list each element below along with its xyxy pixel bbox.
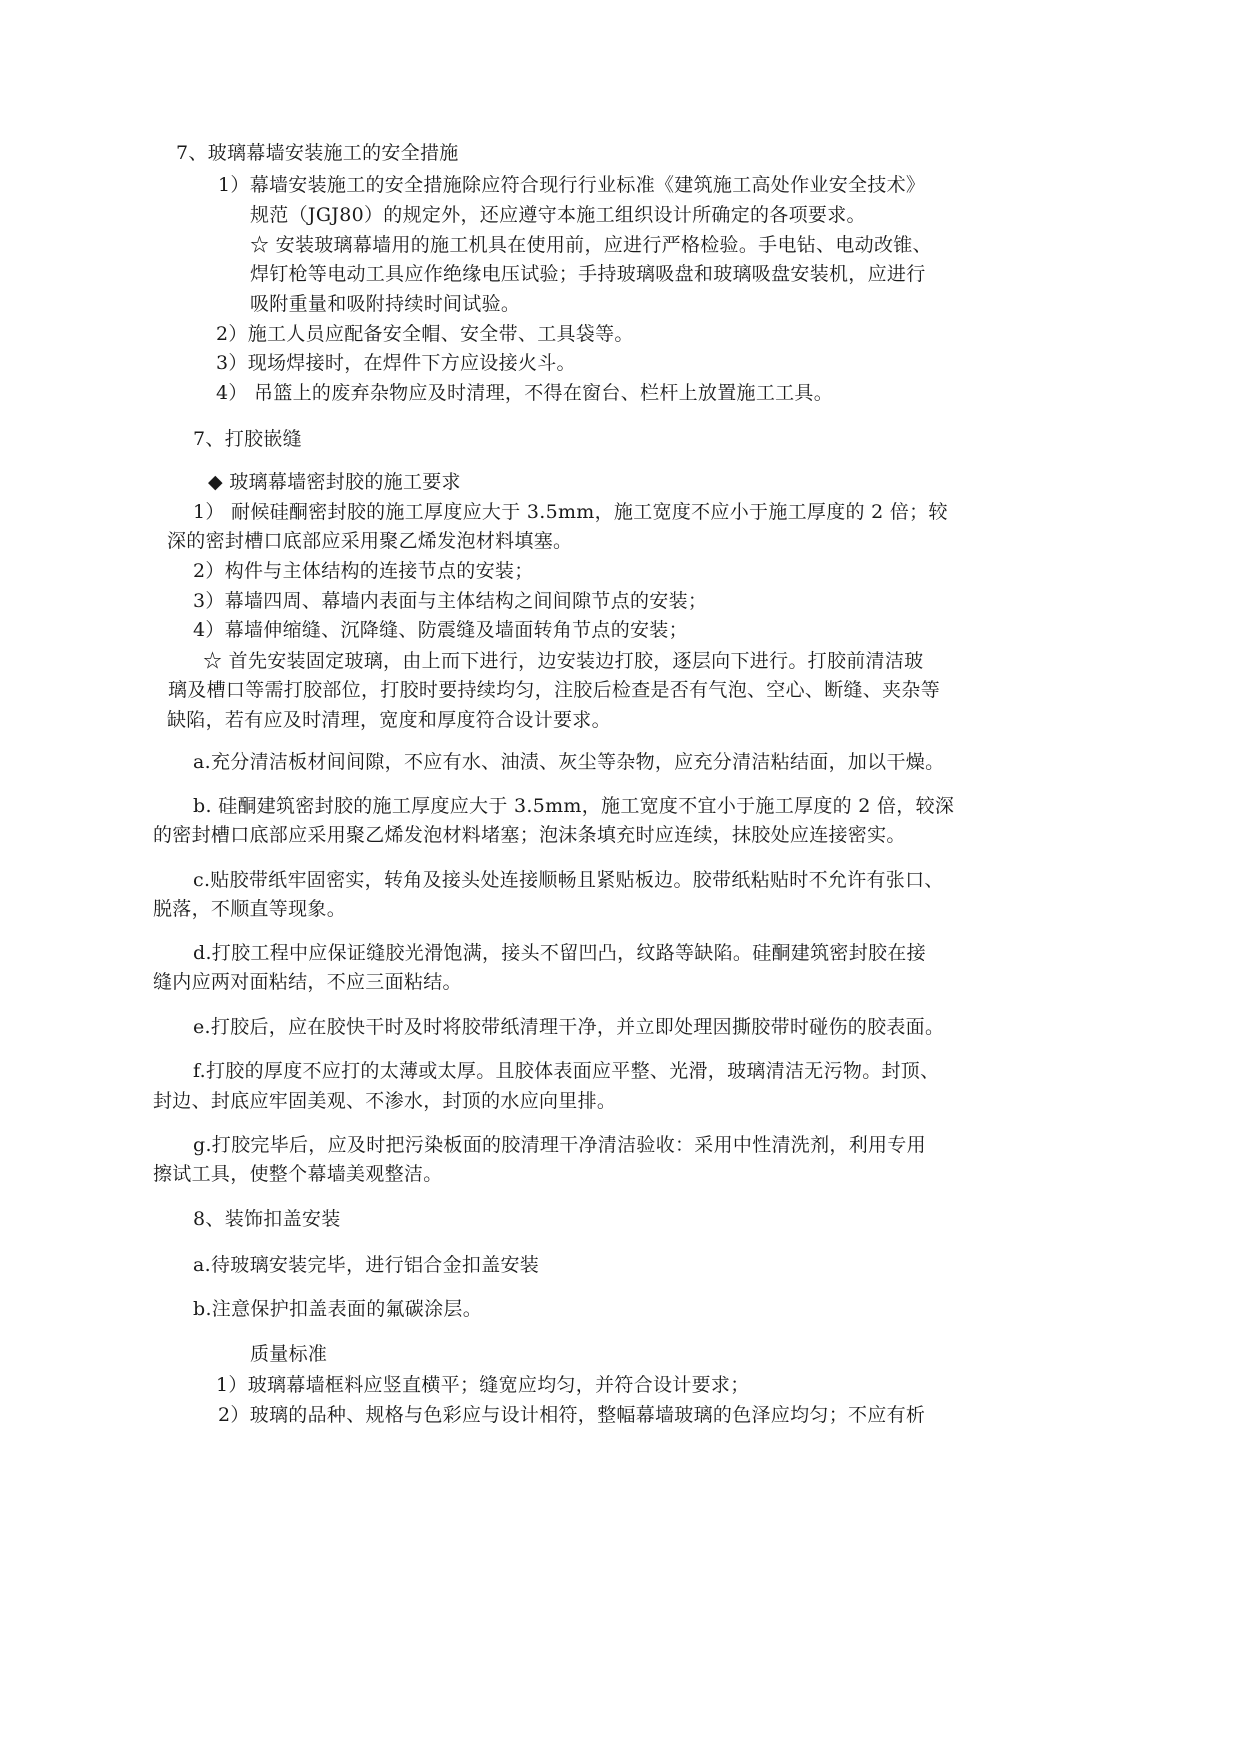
paragraph-c-line-1: c.贴胶带纸牢固密实，转角及接头处连接顺畅且紧贴板边。胶带纸粘贴时不允许有张口、 — [193, 869, 944, 891]
safety-star-line-2: 焊钉枪等电动工具应作绝缘电压试验；手持玻璃吸盘和玻璃吸盘安装机，应进行 — [250, 263, 926, 285]
section-7-title: 7、玻璃幕墙安装施工的安全措施 — [176, 142, 459, 164]
sealant-item-3: 3）幕墙四周、幕墙内表面与主体结构之间间隙节点的安装； — [193, 590, 708, 612]
sealant-star-line-2: 璃及槽口等需打胶部位，打胶时要持续均匀，注胶后检查是否有气泡、空心、断缝、夹杂等 — [168, 679, 941, 701]
safety-item-1-line-1: 1）幕墙安装施工的安全措施除应符合现行行业标准《建筑施工高处作业安全技术》 — [218, 174, 926, 196]
quality-item-1: 1）玻璃幕墙框料应竖直横平；缝宽应均匀，并符合设计要求； — [216, 1374, 750, 1396]
paragraph-d-line-2: 缝内应两对面粘结，不应三面粘结。 — [153, 971, 462, 993]
paragraph-a: a.充分清洁板材间间隙，不应有水、油渍、灰尘等杂物，应充分清洁粘结面，加以干燥。 — [193, 751, 945, 773]
sealant-item-1-line-1: 1） 耐候硅酮密封胶的施工厚度应大于 3.5mm，施工宽度不应小于施工厚度的 2 倍；较 — [193, 501, 948, 523]
paragraph-g-line-1: g.打胶完毕后，应及时把污染板面的胶清理干净清洁验收：采用中性清洗剂，利用专用 — [193, 1134, 926, 1156]
sealant-heading: ◆ 玻璃幕墙密封胶的施工要求 — [208, 471, 461, 493]
section-8-item-b: b.注意保护扣盖表面的氟碳涂层。 — [193, 1298, 483, 1320]
quality-title: 质量标准 — [250, 1343, 328, 1365]
safety-item-4: 4） 吊篮上的废弃杂物应及时清理，不得在窗台、栏杆上放置施工工具。 — [216, 382, 834, 404]
paragraph-b-line-1: b. 硅酮建筑密封胶的施工厚度应大于 3.5mm，施工宽度不宜小于施工厚度的 2 倍，较深 — [193, 795, 955, 817]
safety-star-line-1: ☆ 安装玻璃幕墙用的施工机具在使用前，应进行严格检验。手电钻、电动改锥、 — [250, 234, 932, 256]
paragraph-b-line-2: 的密封槽口底部应采用聚乙烯发泡材料堵塞；泡沫条填充时应连续，抹胶处应连接密实。 — [153, 824, 906, 846]
paragraph-f-line-2: 封边、封底应牢固美观、不渗水，封顶的水应向里排。 — [153, 1090, 617, 1112]
safety-item-3: 3）现场焊接时，在焊件下方应设接火斗。 — [216, 352, 576, 374]
sealant-item-4: 4）幕墙伸缩缝、沉降缝、防震缝及墙面转角节点的安装； — [193, 619, 688, 641]
sealant-item-1-line-2: 深的密封槽口底部应采用聚乙烯发泡材料填塞。 — [167, 530, 573, 552]
sealant-star-line-3: 缺陷，若有应及时清理，宽度和厚度符合设计要求。 — [167, 709, 611, 731]
paragraph-e: e.打胶后，应在胶快干时及时将胶带纸清理干净，并立即处理因撕胶带时碰伤的胶表面。 — [193, 1016, 945, 1038]
paragraph-f-line-1: f.打胶的厚度不应打的太薄或太厚。且胶体表面应平整、光滑，玻璃清洁无污物。封顶、 — [193, 1060, 940, 1082]
section-8-title: 8、装饰扣盖安装 — [193, 1208, 341, 1230]
section-7b-title: 7、打胶嵌缝 — [193, 428, 302, 450]
sealant-star-line-1: ☆ 首先安装固定玻璃，由上而下进行，边安装边打胶，逐层向下进行。打胶前清洁玻 — [203, 650, 924, 672]
safety-item-1-line-2: 规范（JGJ80）的规定外，还应遵守本施工组织设计所确定的各项要求。 — [250, 204, 866, 226]
sealant-item-2: 2）构件与主体结构的连接节点的安装； — [193, 560, 534, 582]
safety-item-2: 2）施工人员应配备安全帽、安全带、工具袋等。 — [216, 323, 634, 345]
safety-star-line-3: 吸附重量和吸附持续时间试验。 — [250, 293, 521, 315]
paragraph-g-line-2: 擦试工具，使整个幕墙美观整洁。 — [153, 1163, 443, 1185]
paragraph-d-line-1: d.打胶工程中应保证缝胶光滑饱满，接头不留凹凸，纹路等缺陷。硅酮建筑密封胶在接 — [193, 942, 926, 964]
paragraph-c-line-2: 脱落，不顺直等现象。 — [153, 898, 347, 920]
section-8-item-a: a.待玻璃安装完毕，进行铝合金扣盖安装 — [193, 1254, 540, 1276]
quality-item-2: 2）玻璃的品种、规格与色彩应与设计相符，整幅幕墙玻璃的色泽应均匀；不应有析 — [218, 1404, 926, 1426]
